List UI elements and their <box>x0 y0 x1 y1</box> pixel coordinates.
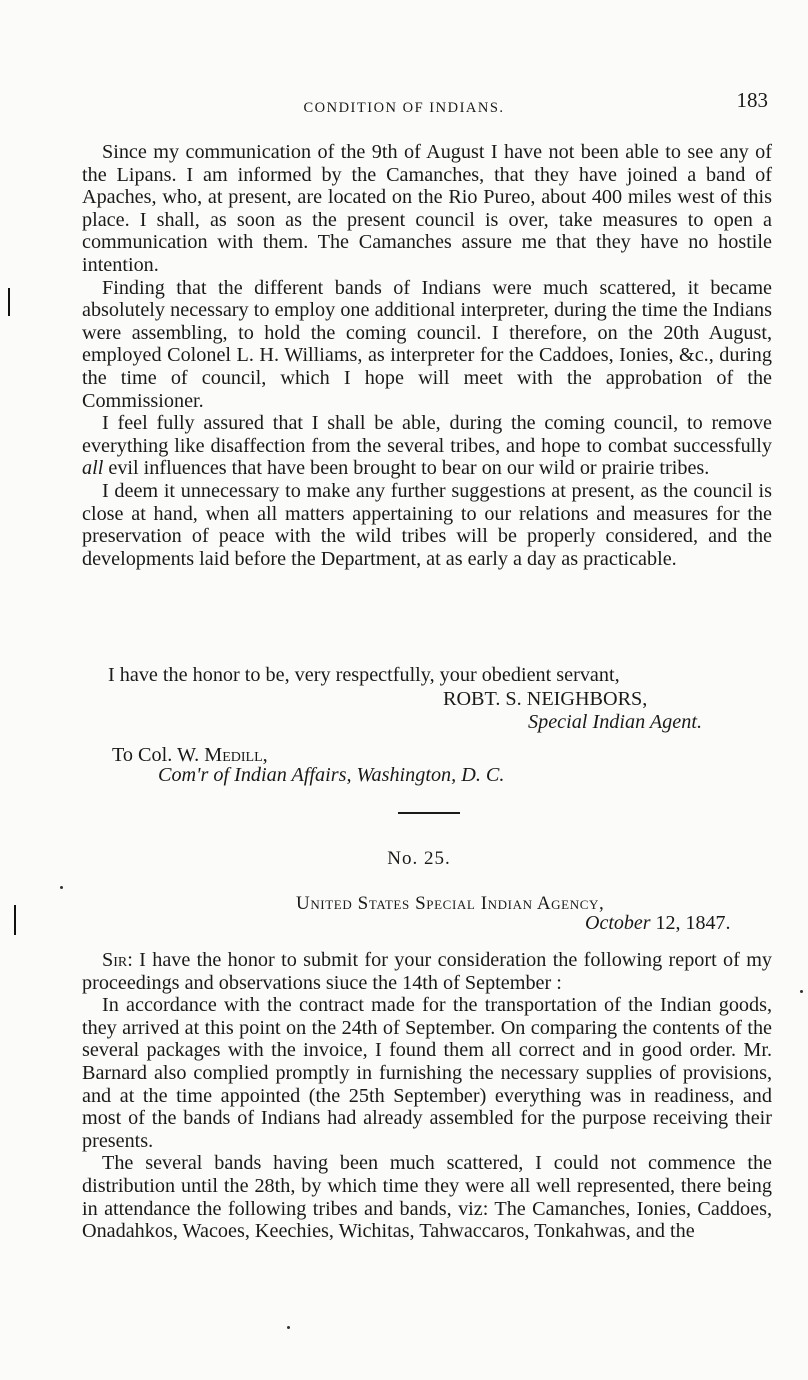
paragraph <box>82 949 772 994</box>
margin-mark <box>14 905 16 935</box>
document-number: No. 25. <box>387 848 451 869</box>
page-number: 183 <box>736 88 768 112</box>
date-rest: 12, 1847. <box>655 912 731 934</box>
ink-speck <box>800 990 803 993</box>
paragraph-text: I feel fully assured that I shall be able, during the coming council, to remove everything like disaffection from the several tribes, and hope to combat successfully <box>82 412 772 457</box>
running-title: CONDITION OF INDIANS. <box>303 100 505 116</box>
ink-speck <box>60 886 63 889</box>
letter-body <box>82 141 772 570</box>
agency-heading: United States Special Indian Agency, <box>296 893 605 914</box>
salutation: Sir <box>102 949 128 971</box>
signer-name: ROBT. S. NEIGHBORS, <box>443 688 648 710</box>
date-month: October <box>585 912 651 934</box>
signer-title: Special Indian Agent. <box>528 711 702 733</box>
addressee-office: Com'r of Indian Affairs, Washington, D. C. <box>158 764 505 786</box>
paragraph: I deem it unnecessary to make any further suggestions at present, as the council is close at hand, when all matters appertaining to our relations and measures for the preservation of peace with the wild tribes will be properly considered, and the developments laid before the Department, at as early a day as practicable. <box>82 479 772 570</box>
emphasis: all <box>82 457 104 480</box>
paragraph-text: evil influences that have been brought to bear on our wild or prairie tribes. <box>108 457 710 480</box>
addressee-prefix: To Col. W. <box>112 744 200 766</box>
paragraph: The several bands having been much scattered, I could not commence the distribution until the 28th, by which time they were all well represented, there being in attendance the following tribes and bands, viz: The Camanches, Ionies, Caddoes, Onadahkos, Wacoes, Keechies, Wichitas, Tahwaccaros, Tonkahwas, and the <box>82 1152 772 1243</box>
paragraph: Finding that the different bands of Indians were much scattered, it became absolutely necessary to employ one additional interpreter, during the time the Indians were assembling, to hold the coming council. I therefore, on the 20th August, employed Colonel L. H. Williams, as interpreter for the Caddoes, Ionies, &c., during the time of council, which I hope will meet with the approbation of the Commissioner. <box>82 276 772 412</box>
paragraph: Since my communication of the 9th of August I have not been able to see any of the Lipans. I am informed by the Camanches, that they have joined a band of Apaches, who, at present, are located on the Rio Pureo, about 400 miles west of this place. I shall, as soon as the present council is over, take measures to open a communication with them. The Camanches assure me that they have no hostile intention. <box>82 141 772 276</box>
paragraph-text: : I have the honor to submit for your consideration the following report of my proceedings and observations siuce the 14th of September : <box>82 949 772 994</box>
paragraph <box>82 412 772 480</box>
letter-body <box>82 949 772 1243</box>
ink-speck <box>287 1326 290 1329</box>
addressee-name: Medill, <box>204 744 268 766</box>
paragraph: In accordance with the contract made for the transportation of the Indian goods, they arrived at this point on the 24th of September. On comparing the contents of the several packages with the invoice, I found them all correct and in good order. Mr. Barnard also complied promptly in furnishing the necessary supplies of provisions, and at the time appointed (the 25th September) everything was in readiness, and most of the bands of Indians had already assembled for the purpose receiving their presents. <box>82 994 772 1152</box>
margin-mark <box>8 288 10 316</box>
closing-line: I have the honor to be, very respectfully, your obedient servant, <box>108 664 620 686</box>
section-divider <box>398 812 460 814</box>
letter-date <box>585 912 731 935</box>
